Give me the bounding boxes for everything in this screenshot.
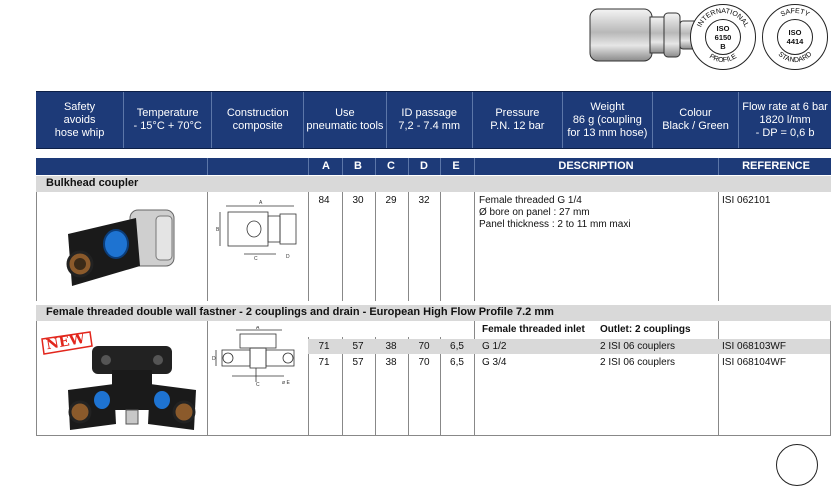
- col-e: E: [452, 160, 460, 172]
- spec-temperature: Temperature - 15°C + 70°C: [124, 92, 212, 148]
- row2-b: 57: [352, 341, 364, 352]
- row2-c: 38: [385, 341, 397, 352]
- iso-6150-label: ISO 6150 B: [705, 19, 741, 55]
- svg-text:PROFILE: PROFILE: [707, 53, 739, 65]
- double-wall-fastner-photo: [62, 340, 202, 434]
- col-description: DESCRIPTION: [558, 160, 634, 172]
- subhead-inlet: Female threaded inlet: [482, 324, 585, 335]
- spec-flow-rate: Flow rate at 6 bar 1820 l/mm - DP = 0,6 b: [742, 100, 828, 139]
- svg-text:B: B: [216, 227, 220, 233]
- col-a: A: [322, 160, 330, 172]
- row1-d: 32: [418, 195, 430, 206]
- svg-text:C: C: [254, 256, 258, 262]
- svg-text:D: D: [286, 254, 290, 260]
- row3-reference: ISI 068104WF: [722, 357, 786, 368]
- row2-d: 70: [418, 341, 430, 352]
- spec-construction: Construction composite: [212, 92, 304, 148]
- group-double-wall-fastner: [36, 305, 831, 321]
- row1-a: 84: [318, 195, 330, 206]
- spec-header-bar: [36, 91, 831, 149]
- col-b: B: [354, 160, 362, 172]
- row2-a: 71: [318, 341, 330, 352]
- partial-seal-icon: [776, 444, 818, 486]
- double-wall-fastner-drawing: [212, 326, 304, 390]
- svg-text:SAFETY: SAFETY: [779, 7, 811, 19]
- spec-use: Use pneumatic tools: [304, 92, 386, 148]
- iso-4414-seal: [762, 4, 828, 70]
- svg-text:C: C: [256, 382, 260, 388]
- table-header: [36, 158, 831, 175]
- new-badge: NEW: [40, 331, 94, 355]
- row1-c: 29: [385, 195, 397, 206]
- row3-inlet: G 3/4: [482, 357, 507, 368]
- svg-text:D: D: [212, 356, 216, 362]
- row2-reference: ISI 068103WF: [722, 341, 786, 352]
- col-reference: REFERENCE: [742, 160, 810, 172]
- svg-text:STANDARD: STANDARD: [776, 50, 814, 65]
- col-c: C: [387, 160, 395, 172]
- subhead-outlet: Outlet: 2 couplings: [600, 324, 691, 335]
- svg-text:A: A: [259, 200, 263, 206]
- group-bulkhead-coupler: [36, 176, 831, 192]
- row2-e: 6,5: [450, 341, 464, 352]
- row1-reference: ISI 062101: [722, 195, 771, 206]
- spec-id-passage: ID passage 7,2 - 7.4 mm: [387, 92, 473, 148]
- row3-a: 71: [318, 357, 330, 368]
- bulkhead-coupler-photo: [58, 196, 188, 296]
- group-title: Female threaded double wall fastner - 2 couplings and drain - European High Flow Profile 7.2 mm: [46, 306, 554, 318]
- bulkhead-coupler-drawing: [214, 198, 304, 263]
- row3-outlet: 2 ISI 06 couplers: [600, 357, 676, 368]
- col-d: D: [420, 160, 428, 172]
- svg-text:INTERNATIONAL: INTERNATIONAL: [696, 7, 750, 29]
- spec-safety: Safety avoids hose whip: [36, 92, 124, 148]
- row2-inlet: G 1/2: [482, 341, 507, 352]
- spec-colour: Colour Black / Green: [653, 92, 739, 148]
- row3-c: 38: [385, 357, 397, 368]
- iso-4414-label: ISO 4414: [777, 19, 813, 55]
- group-title: Bulkhead coupler: [46, 177, 139, 189]
- row1-description: Female threaded G 1/4 Ø bore on panel : 27 mm Panel thickness : 2 to 11 mm maxi: [479, 195, 631, 230]
- row3-e: 6,5: [450, 357, 464, 368]
- row1-b: 30: [352, 195, 364, 206]
- spec-pressure: Pressure P.N. 12 bar: [473, 92, 563, 148]
- row3-b: 57: [352, 357, 364, 368]
- row2-outlet: 2 ISI 06 couplers: [600, 341, 676, 352]
- svg-text:A: A: [256, 326, 260, 331]
- iso-6150-seal: [690, 4, 756, 70]
- svg-text:ø E: ø E: [282, 380, 290, 386]
- spec-weight: Weight 86 g (coupling for 13 mm hose): [563, 92, 653, 148]
- row3-d: 70: [418, 357, 430, 368]
